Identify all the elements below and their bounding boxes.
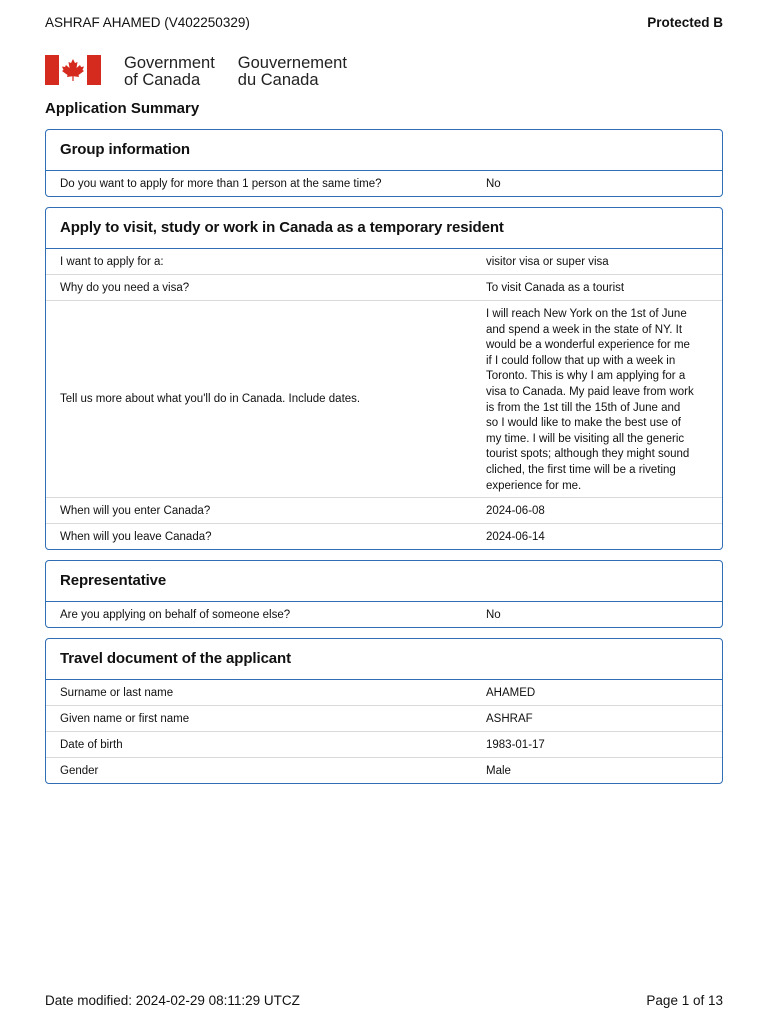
question-label: Surname or last name — [60, 686, 174, 699]
section-group-information — [45, 129, 723, 197]
answer-value: No — [486, 177, 501, 190]
page-title: Application Summary — [45, 100, 200, 117]
answer-value: 2024-06-08 — [486, 504, 545, 517]
government-of-canada-logo — [45, 55, 347, 87]
page-number: Page 1 of 13 — [646, 993, 723, 1008]
logo-english-text — [124, 55, 215, 89]
section-title: Group information — [46, 130, 722, 171]
question-label: Do you want to apply for more than 1 person at the same time? — [60, 177, 382, 190]
question-label: Date of birth — [60, 738, 123, 751]
question-label: Are you applying on behalf of someone else? — [60, 608, 291, 621]
table-row — [46, 731, 722, 757]
logo-fr-line2: du Canada — [237, 71, 319, 89]
answer-value: Male — [486, 764, 511, 777]
table-row — [46, 300, 722, 497]
question-label: When will you leave Canada? — [60, 530, 212, 543]
question-label: Gender — [60, 764, 99, 777]
answer-value: 2024-06-14 — [486, 530, 545, 543]
answer-value: To visit Canada as a tourist — [486, 281, 625, 294]
canada-flag-icon — [45, 55, 101, 85]
classification-label: Protected B — [647, 15, 723, 30]
answer-value: No — [486, 608, 501, 621]
answer-value: visitor visa or super visa — [486, 255, 609, 268]
table-row — [46, 705, 722, 731]
section-title: Apply to visit, study or work in Canada as a temporary resident — [46, 208, 722, 249]
page-header — [45, 15, 723, 30]
logo-fr-line1: Gouvernement — [237, 54, 347, 72]
answer-value: ASHRAF — [486, 712, 533, 725]
date-modified: Date modified: 2024-02-29 08:11:29 UTCZ — [45, 993, 300, 1008]
section-temporary-resident — [45, 207, 723, 550]
table-row — [46, 757, 722, 783]
logo-en-line2: of Canada — [124, 71, 201, 89]
section-travel-document — [45, 638, 723, 784]
answer-value: 1983-01-17 — [486, 738, 545, 751]
question-label: Tell us more about what you'll do in Canada. Include dates. — [60, 393, 361, 405]
question-label: Given name or first name — [60, 712, 190, 725]
logo-en-line1: Government — [124, 54, 215, 72]
question-label: Why do you need a visa? — [60, 281, 190, 294]
answer-value: I will reach New York on the 1st of June and spend a week in the state of NY. It would be a wonderful experience for me if I could follow that up with a week in Toronto. This is why I am applying for a visa to Canada. My paid leave from work is from the 1st till the 15th of June and so I would like to make the best use of my time. I will be visiting all the generic tourist spots; although they might sound cliched, the first time will be a riveting experience for me. — [486, 308, 694, 492]
table-row — [46, 274, 722, 300]
question-label: When will you enter Canada? — [60, 504, 211, 517]
page-footer — [45, 993, 723, 1008]
question-label: I want to apply for a: — [60, 255, 164, 268]
table-row — [46, 497, 722, 523]
answer-value: AHAMED — [486, 686, 536, 699]
section-title: Representative — [46, 561, 722, 602]
section-representative — [45, 560, 723, 628]
table-row — [46, 602, 722, 627]
logo-french-text — [238, 55, 347, 89]
applicant-id: ASHRAF AHAMED (V402250329) — [45, 15, 250, 30]
table-row — [46, 171, 722, 196]
table-row — [46, 523, 722, 549]
table-row — [46, 680, 722, 705]
section-title: Travel document of the applicant — [46, 639, 722, 680]
table-row — [46, 249, 722, 274]
